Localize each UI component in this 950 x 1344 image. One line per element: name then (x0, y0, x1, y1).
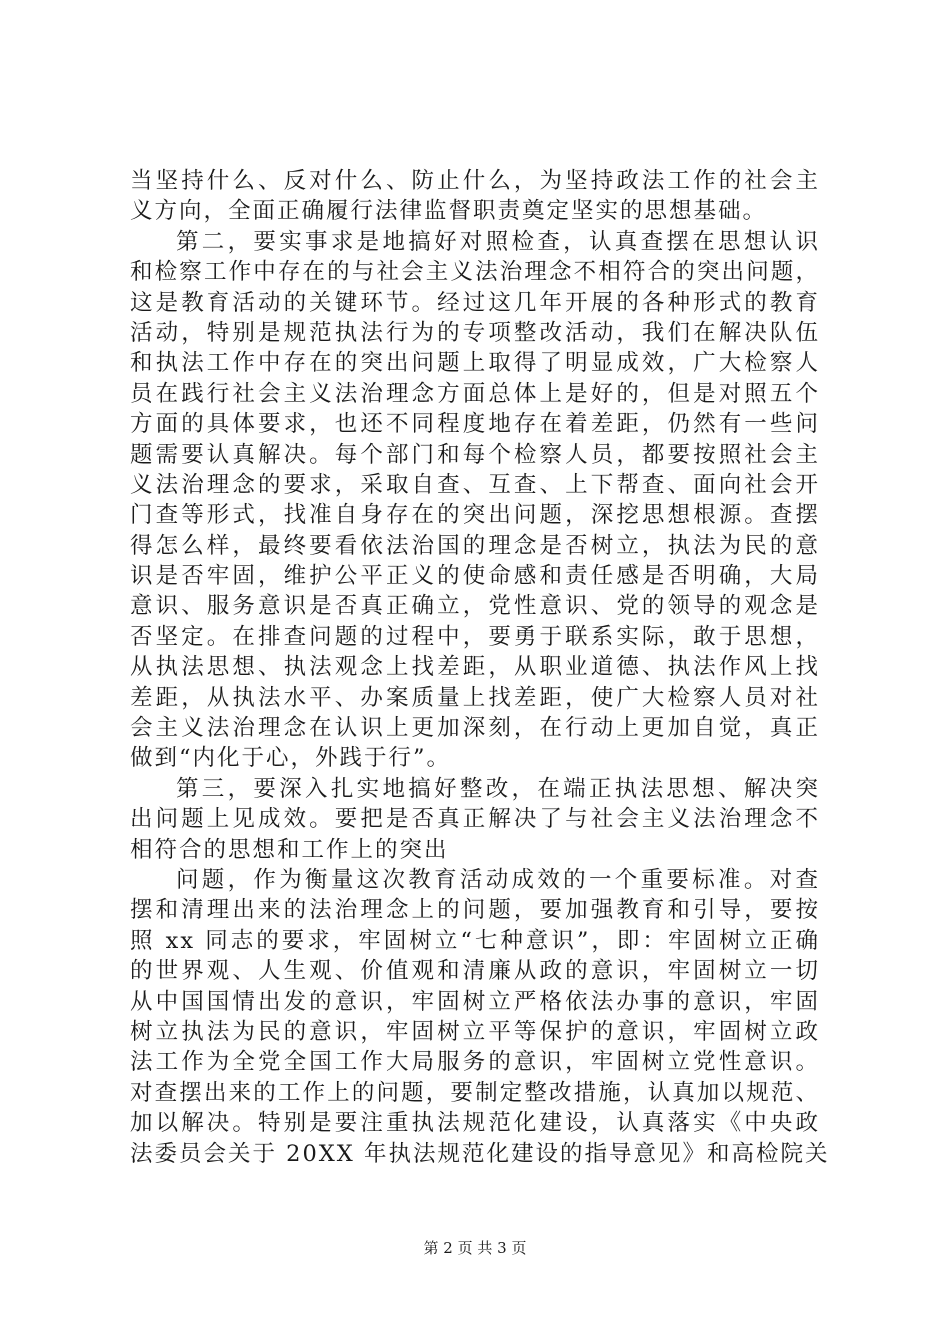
text-line: 题需要认真解决。每个部门和每个检察人员，都要按照社会主 (130, 441, 820, 468)
text-line: 第三，要深入扎实地搞好整改，在端正执法思想、解决突 (176, 775, 820, 802)
text-line: 的世界观、人生观、价值观和清廉从政的意识，牢固树立一切 (130, 958, 820, 985)
text-line: 出问题上见成效。要把是否真正解决了与社会主义法治理念不 (130, 806, 820, 833)
text-line: 相符合的思想和工作上的突出 (130, 836, 449, 863)
page-footer: 第 2 页 共 3 页 (423, 1239, 527, 1257)
text-line: 问题，作为衡量这次教育活动成效的一个重要标准。对查 (176, 866, 820, 893)
text-line: 树立执法为民的意识，牢固树立平等保护的意识，牢固树立政 (130, 1018, 820, 1045)
text-line: 方面的具体要求，也还不同程度地存在着差距，仍然有一些问 (130, 411, 820, 438)
text-line: 门查等形式，找准自身存在的突出问题，深挖思想根源。查摆 (130, 502, 820, 529)
text-line: 照 xx 同志的要求，牢固树立“七种意识”，即：牢固树立正确 (130, 927, 820, 954)
text-line: 义法治理念的要求，采取自查、互查、上下帮查、面向社会开 (130, 471, 820, 498)
text-line: 意识、服务意识是否真正确立，党性意识、党的领导的观念是 (130, 593, 820, 620)
text-line: 这是教育活动的关键环节。经过这几年开展的各种形式的教育 (130, 289, 820, 316)
text-line: 义方向，全面正确履行法律监督职责奠定坚实的思想基础。 (130, 198, 768, 225)
text-line: 从执法思想、执法观念上找差距，从职业道德、执法作风上找 (130, 654, 820, 681)
text-line: 会主义法治理念在认识上更加深刻，在行动上更加自觉，真正 (130, 715, 820, 742)
text-line: 法委员会关于 20XX 年执法规范化建设的指导意见》和高检院关 (130, 1140, 830, 1167)
text-line: 得怎么样，最终要看依法治国的理念是否树立，执法为民的意 (130, 532, 820, 559)
text-line: 当坚持什么、反对什么、防止什么，为坚持政法工作的社会主 (130, 168, 820, 194)
text-line: 识是否牢固，维护公平正义的使命感和责任感是否明确，大局 (130, 563, 820, 590)
document-body (130, 166, 830, 1169)
text-line: 做到“内化于心，外践于行”。 (130, 745, 452, 772)
text-line: 第二，要实事求是地搞好对照检查，认真查摆在思想认识 (176, 228, 820, 255)
text-line: 员在践行社会主义法治理念方面总体上是好的，但是对照五个 (130, 380, 820, 407)
text-line: 加以解决。特别是要注重执法规范化建设，认真落实《中央政 (130, 1110, 820, 1137)
text-line: 摆和清理出来的法治理念上的问题，要加强教育和引导，要按 (130, 897, 820, 924)
text-line: 从中国国情出发的意识，牢固树立严格依法办事的意识，牢固 (130, 988, 820, 1015)
text-line: 差距，从执法水平、办案质量上找差距，使广大检察人员对社 (130, 684, 820, 711)
text-line: 和检察工作中存在的与社会主义法治理念不相符合的突出问题， (130, 259, 820, 286)
text-line: 法工作为全党全国工作大局服务的意识，牢固树立党性意识。 (130, 1049, 820, 1076)
text-line: 和执法工作中存在的突出问题上取得了明显成效，广大检察人 (130, 350, 820, 377)
text-line: 活动，特别是规范执法行为的专项整改活动，我们在解决队伍 (130, 319, 820, 346)
text-line: 对查摆出来的工作上的问题，要制定整改措施，认真加以规范、 (130, 1079, 820, 1106)
text-line: 否坚定。在排查问题的过程中，要勇于联系实际，敢于思想， (130, 623, 820, 650)
